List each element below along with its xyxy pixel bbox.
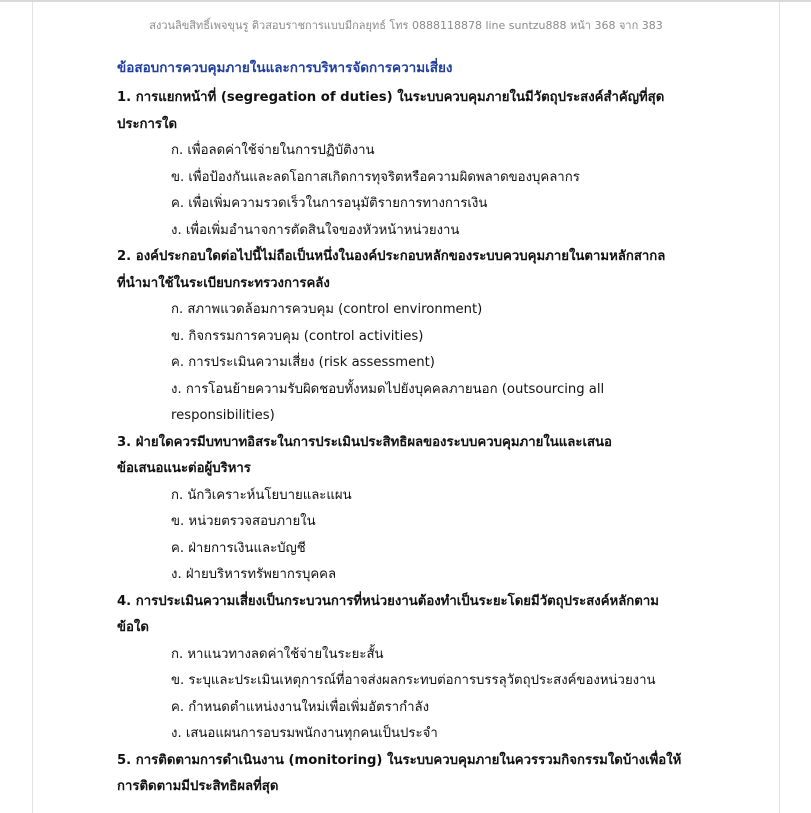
question-2-option: ง. การโอนย้ายความรับผิดชอบทั้งหมดไปยังบุคคลภายนอก (outsourcing all bbox=[171, 381, 605, 397]
question-5-line: 5. การติดตามการดำเนินงาน (monitoring) ในระบบควบคุมภายในควรรวมกิจกรรมใดบ้างเพื่อให้ bbox=[117, 752, 682, 768]
question-4-option: ข. ระบุและประเมินเหตุการณ์ที่อาจส่งผลกระทบต่อการบรรลุวัตถุประสงค์ของหน่วยงาน bbox=[171, 673, 656, 688]
question-2-option: ข. กิจกรรมการควบคุม (control activities) bbox=[171, 328, 424, 344]
question-3-line: 3. ฝ่ายใดควรมีบทบาทอิสระในการประเมินประสิทธิผลของระบบควบคุมภายในและเสนอ bbox=[117, 434, 612, 450]
question-3-line: ข้อเสนอแนะต่อผู้บริหาร bbox=[117, 461, 251, 476]
question-4-line: 4. การประเมินความเสี่ยงเป็นกระบวนการที่หน่วยงานต้องทำเป็นระยะโดยมีวัตถุประสงค์หลักตาม bbox=[117, 593, 659, 609]
page-left-border bbox=[32, 2, 33, 813]
question-1-option: ข. เพื่อป้องกันและลดโอกาสเกิดการทุจริตหรือความผิดพลาดของบุคลากร bbox=[171, 169, 580, 185]
question-2-option: ก. สภาพแวดล้อมการควบคุม (control environment) bbox=[171, 302, 483, 317]
section-title: ข้อสอบการควบคุมภายในและการบริหารจัดการความเสี่ยง bbox=[117, 60, 453, 76]
page-header: สงวนลิขสิทธิ์เพจขุนรู ติวสอบราชการแบบมีกลยุทธ์ โทร 0888118878 line suntzu888 หน้า 368 จาก 383 bbox=[149, 19, 663, 32]
question-4-option: ค. กำหนดตำแหน่งงานใหม่เพื่อเพิ่มอัตรากำลัง bbox=[171, 699, 430, 715]
page-right-border bbox=[779, 2, 780, 813]
question-1-option: ค. เพื่อเพิ่มความรวดเร็วในการอนุมัติรายการทางการเงิน bbox=[171, 196, 488, 211]
question-4-line: ข้อใด bbox=[117, 620, 149, 635]
question-3-option: ง. ฝ่ายบริหารทรัพยากรบุคคล bbox=[171, 567, 337, 582]
question-2-line: 2. องค์ประกอบใดต่อไปนี้ไม่ถือเป็นหนึ่งในองค์ประกอบหลักของระบบควบคุมภายในตามหลักสากล bbox=[117, 249, 666, 264]
question-2-option: responsibilities) bbox=[171, 408, 275, 423]
question-1-line: ประการใด bbox=[117, 116, 178, 132]
question-1-option: ก. เพื่อลดค่าใช้จ่ายในการปฏิบัติงาน bbox=[171, 143, 375, 158]
question-2-line: ที่นำมาใช้ในระเบียบกระทรวงการคลัง bbox=[117, 275, 330, 291]
questions-list bbox=[117, 85, 737, 801]
question-2-option: ค. การประเมินความเสี่ยง (risk assessment) bbox=[171, 355, 435, 370]
question-1-option: ง. เพื่อเพิ่มอำนาจการตัดสินใจของหัวหน้าหน่วยงาน bbox=[171, 222, 460, 238]
question-4-option: ก. หาแนวทางลดค่าใช้จ่ายในระยะสั้น bbox=[171, 646, 384, 662]
question-3-option: ก. นักวิเคราะห์นโยบายและแผน bbox=[171, 487, 352, 503]
question-5-line: การติดตามมีประสิทธิผลที่สุด bbox=[117, 779, 279, 794]
question-3-option: ค. ฝ่ายการเงินและบัญชี bbox=[171, 540, 306, 556]
question-1-line: 1. การแยกหน้าที่ (segregation of duties) ในระบบควบคุมภายในมีวัตถุประสงค์สำคัญที่สุด bbox=[117, 90, 665, 105]
question-3-option: ข. หน่วยตรวจสอบภายใน bbox=[171, 514, 316, 529]
question-4-option: ง. เสนอแผนการอบรมพนักงานทุกคนเป็นประจำ bbox=[171, 726, 438, 741]
